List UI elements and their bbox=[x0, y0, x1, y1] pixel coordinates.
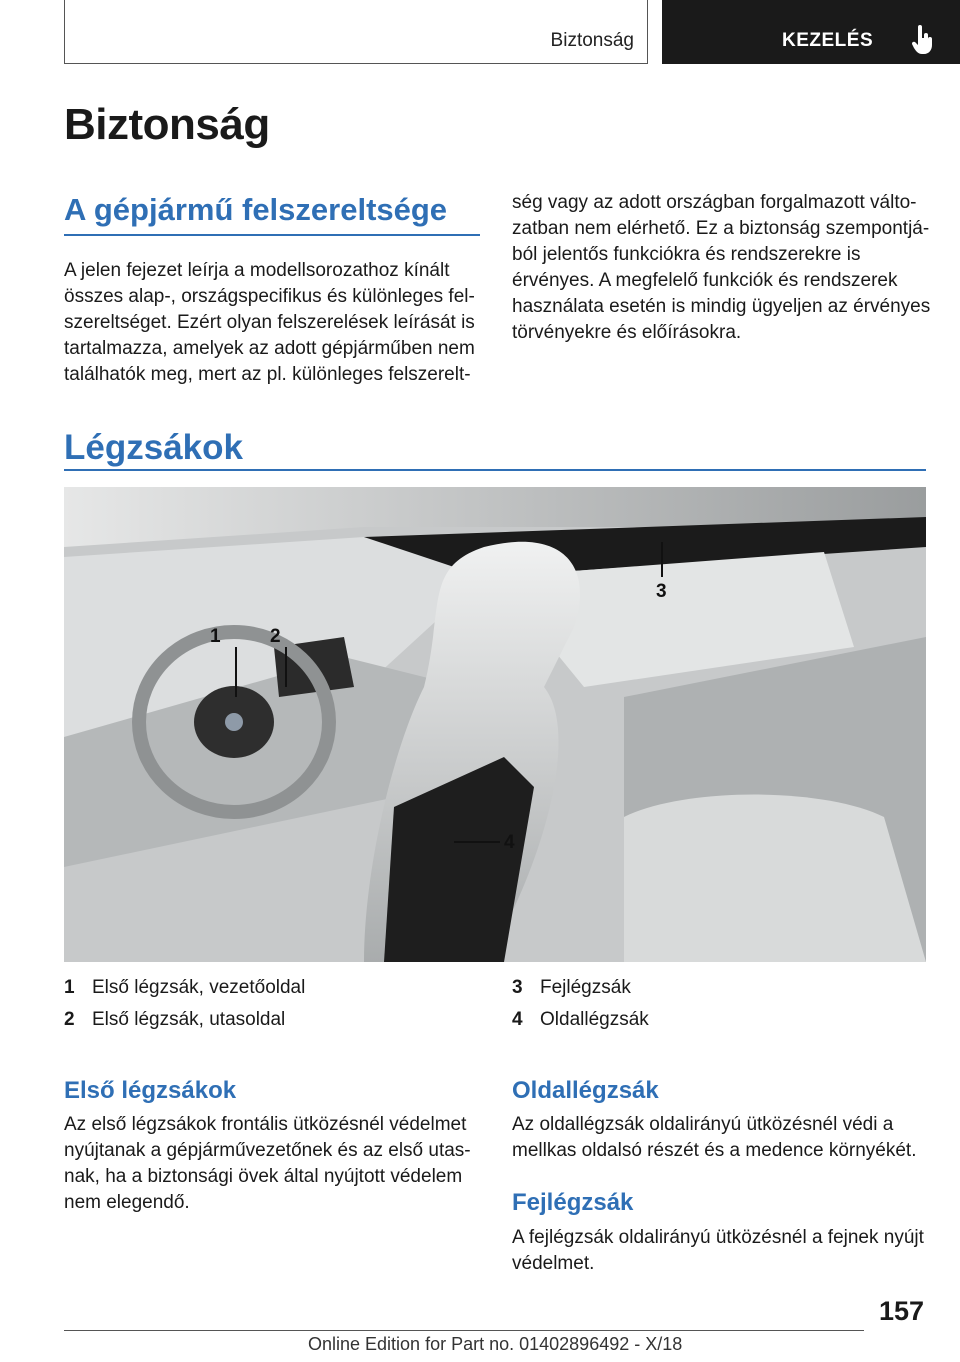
airbag-locations-illustration bbox=[64, 487, 926, 962]
text-line: Az oldallégzsák oldalirányú ütközésnél védi a bbox=[512, 1114, 894, 1135]
text-line: ség vagy az adott országban forgalmazott válto- bbox=[512, 192, 917, 213]
header-chapter-tab bbox=[662, 0, 960, 64]
legend-number: 4 bbox=[512, 1009, 523, 1030]
legend-text: Fejlégzsák bbox=[540, 977, 631, 998]
equipment-heading: A gépjármű felszereltsége bbox=[64, 192, 448, 227]
text-line: nem elegendő. bbox=[64, 1192, 190, 1213]
head-airbag-heading: Fejlégzsák bbox=[512, 1189, 634, 1216]
text-line: érvényes. A megfelelő funkciók és rendszerek bbox=[512, 270, 898, 291]
front-airbags-heading: Első légzsákok bbox=[64, 1077, 237, 1104]
legend-text: Első légzsák, utasoldal bbox=[92, 1009, 286, 1030]
equipment-text-left bbox=[64, 258, 475, 388]
front-airbags-text bbox=[64, 1112, 471, 1216]
text-line: A jelen fejezet leírja a modellsorozathoz kínált bbox=[64, 260, 450, 281]
legend-item bbox=[64, 977, 305, 999]
legend-number: 1 bbox=[64, 977, 75, 998]
edition-note: Online Edition for Part no. 01402896492 - X/18 bbox=[308, 1334, 683, 1354]
legend-item bbox=[512, 977, 631, 999]
side-airbag-heading: Oldallégzsák bbox=[512, 1077, 659, 1104]
equipment-heading-rule bbox=[64, 234, 480, 236]
text-line: nak, ha a biztonsági övek által nyújtott védelem bbox=[64, 1166, 463, 1187]
text-line: ból jelentős funkciókra és rendszerekre is bbox=[512, 244, 861, 265]
legend-text: Oldallégzsák bbox=[540, 1009, 649, 1030]
text-line: törvényekre és előírásokra. bbox=[512, 322, 742, 343]
callout-2: 2 bbox=[270, 626, 281, 647]
text-line: használata esetén is mindig ügyeljen az érvényes bbox=[512, 296, 931, 317]
text-line: zatban nem elérhető. Ez a biztonság szempontjá- bbox=[512, 218, 930, 239]
callout-3: 3 bbox=[656, 581, 667, 602]
side-airbag-text bbox=[512, 1112, 916, 1164]
text-line: Az első légzsákok frontális ütközésnél védelmet bbox=[64, 1114, 467, 1135]
legend-item bbox=[64, 1009, 285, 1031]
airbags-heading: Légzsákok bbox=[64, 428, 243, 467]
header-section-label: Biztonság bbox=[550, 30, 634, 51]
text-line: találhatók meg, mert az pl. különleges felszerelt- bbox=[64, 364, 471, 385]
header-chapter-label: KEZELÉS bbox=[782, 30, 874, 51]
legend-number: 3 bbox=[512, 977, 523, 998]
text-line: szereltséget. Ezért olyan felszerelések leírását is bbox=[64, 312, 475, 333]
legend-text: Első légzsák, vezetőoldal bbox=[92, 977, 306, 998]
text-line: összes alap-, országspecifikus és különleges fel- bbox=[64, 286, 475, 307]
text-line: tartalmazza, amelyek az adott gépjárműben nem bbox=[64, 338, 475, 359]
legend-number: 2 bbox=[64, 1009, 75, 1030]
text-line: A fejlégzsák oldalirányú ütközésnél a fejnek nyújt bbox=[512, 1227, 924, 1248]
pointing-hand-icon bbox=[912, 25, 934, 60]
text-line: nyújtanak a gépjárművezetőnek és az első utas- bbox=[64, 1140, 471, 1161]
head-airbag-text bbox=[512, 1225, 924, 1277]
callout-1: 1 bbox=[210, 626, 221, 647]
text-line: mellkas oldalsó részét és a medence környékét. bbox=[512, 1140, 917, 1161]
equipment-text-right bbox=[512, 190, 930, 346]
legend-item bbox=[512, 1009, 649, 1031]
footer-rule bbox=[64, 1330, 864, 1331]
page-title: Biztonság bbox=[64, 100, 270, 149]
callout-4: 4 bbox=[504, 832, 515, 853]
airbags-heading-rule bbox=[64, 469, 926, 471]
text-line: védelmet. bbox=[512, 1253, 595, 1274]
page-number: 157 bbox=[878, 1296, 924, 1326]
